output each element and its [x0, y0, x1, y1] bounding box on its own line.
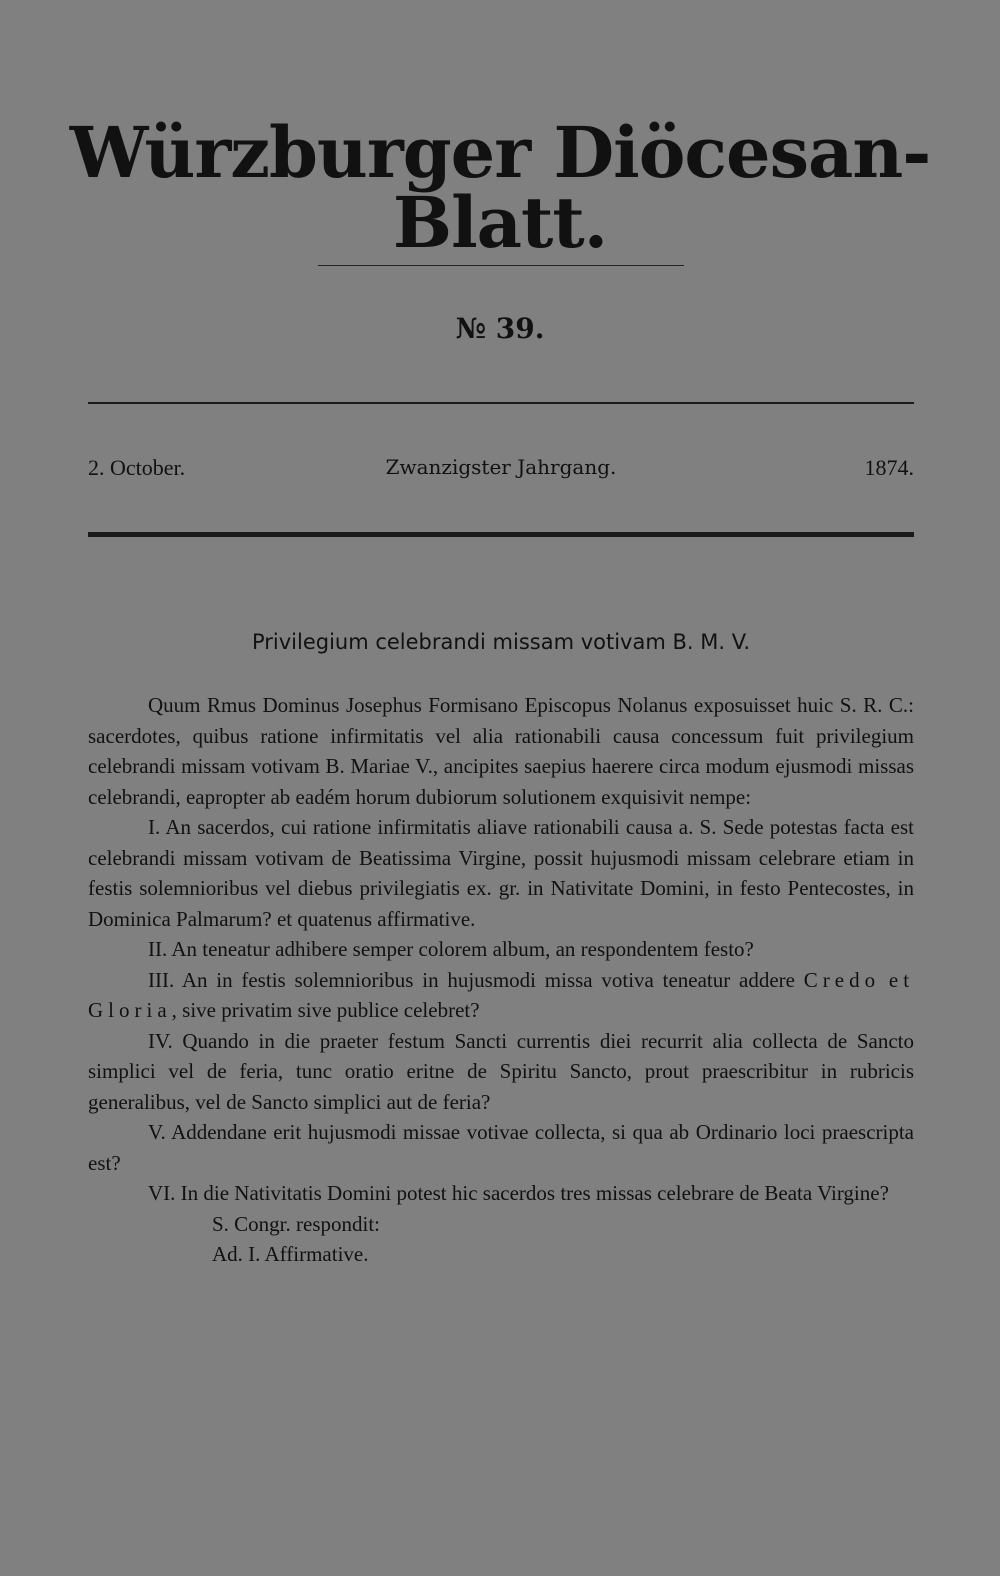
issue-year: 1874.: [864, 455, 914, 480]
masthead-divider: [318, 265, 684, 266]
credo-word: Credo: [803, 967, 881, 992]
question-3-end: , sive privatim sive publice celebret?: [171, 998, 480, 1022]
article-intro: Quum Rmus Dominus Josephus Formisano Episcopus Nolanus exposuisset huic S. R. C.: sacerdotes, quibus ratione infirmitatis vel alia rationabili causa concessum fuit privilegium celebrandi missam votivam B. Mariae V., ancipites saepius haerere circa modum ejusmodi missas celebrandi, eapropter ab eadém horum dubiorum solutionem exquisivit nempe:: [88, 693, 914, 809]
masthead-title: Würzburger Diöcesan-Blatt.: [69, 111, 931, 264]
response-intro: S. Congr. respondit:: [212, 1211, 381, 1236]
top-rule: [88, 402, 914, 404]
issue-number: № 39.: [455, 312, 545, 345]
question-3-start: III. An in festis solemnioribus in hujusmodi missa votiva teneatur addere: [148, 967, 795, 992]
question-5: V. Addendane erit hujusmodi missae votivae collecta, si qua ab Ordinario loci praescripta est?: [88, 1120, 914, 1175]
question-4: IV. Quando in die praeter festum Sancti currentis diei recurrit alia collecta de Sancto simplici vel de feria, tunc oratio eritne de Spiritu Sancto, prout praescribitur in rubricis generalibus, vel de Sancto simplici aut de feria?: [88, 1028, 914, 1114]
question-3: [88, 965, 914, 1026]
issue-date: 2. October.: [88, 455, 186, 480]
header-rule: [88, 532, 914, 537]
et-word: et: [888, 967, 915, 992]
dateline: [88, 455, 914, 487]
article-body: [88, 690, 914, 1270]
question-6: VI. In die Nativitatis Domini potest hic sacerdos tres missas celebrare de Beata Virgine?: [148, 1181, 889, 1205]
gloria-word: Gloria: [88, 998, 172, 1022]
question-2: II. An teneatur adhibere semper colorem album, an respondentem festo?: [148, 937, 754, 961]
volume-label: Zwanzigster Jahrgang.: [385, 455, 617, 479]
question-1: I. An sacerdos, cui ratione infirmitatis aliave rationabili causa a. S. Sede potestas facta est celebrandi missam votivam de Beatissima Virgine, possit hujusmodi missam celebrare etiam in festis solemnioribus vel diebus privilegiatis ex. gr. in Nativitate Domini, in festo Pentecostes, in Dominica Palmarum? et quatenus affirmative.: [88, 815, 914, 931]
response-1: Ad. I. Affirmative.: [212, 1242, 369, 1266]
article-title: Privilegium celebrandi missam votivam B. M. V.: [251, 630, 751, 654]
